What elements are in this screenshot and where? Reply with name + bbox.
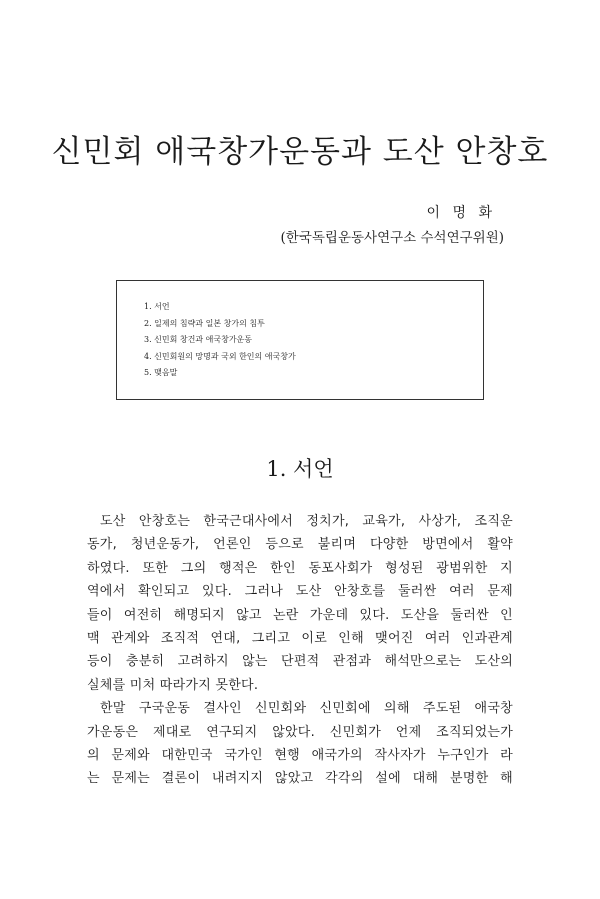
toc-list <box>144 299 296 382</box>
toc-item: 1. 서언 <box>144 302 170 311</box>
text-line: 하였다. 또한 그의 행적은 한인 동포사회가 형성된 광범위한 지 <box>87 560 513 576</box>
author-affiliation: (한국독립운동사연구소 수석연구위원) <box>280 230 504 246</box>
text-line: 동가, 청년운동가, 언론인 등으로 불리며 다양한 방면에서 활약 <box>87 537 513 553</box>
author-name: 이 명 화 <box>426 205 496 221</box>
text-line: 는 문제는 결론이 내려지지 않았고 각각의 설에 대해 분명한 해 <box>87 771 513 787</box>
text-line: 역에서 확인되고 있다. 그러나 도산 안창호를 둘러싼 여러 문제 <box>87 584 513 600</box>
toc-item: 5. 맺음말 <box>144 368 178 377</box>
body-text <box>87 510 513 791</box>
paragraph <box>87 510 513 697</box>
text-line: 의 문제와 대한민국 국가인 현행 애국가의 작사자가 누구인가 라 <box>87 747 513 763</box>
toc-item: 3. 신민회 창건과 애국창가운동 <box>144 335 252 344</box>
toc-item: 2. 일제의 침략과 일본 창가의 침투 <box>144 318 265 328</box>
page-title: 신민회 애국창가운동과 도산 안창호 <box>51 134 549 170</box>
text-line: 들이 여전히 해명되지 않고 논란 가운데 있다. 도산을 둘러싼 인 <box>87 607 513 623</box>
table-of-contents <box>116 280 484 400</box>
toc-item: 4. 신민회원의 망명과 국외 한인의 애국창가 <box>144 351 296 361</box>
section-heading: 1. 서언 <box>266 457 334 481</box>
text-line: 가운동은 제대로 연구되지 않았다. 신민회가 언제 조직되었는가 <box>87 724 513 740</box>
text-line: 맥 관계와 조직적 연대, 그리고 이로 인해 맺어진 여러 인과관계 <box>87 630 513 646</box>
text-line: 도산 안창호는 한국근대사에서 정치가, 교육가, 사상가, 조직운 <box>100 514 513 529</box>
text-line: 한말 구국운동 결사인 신민회와 신민회에 의해 주도된 애국창 <box>100 701 513 717</box>
text-line: 실체를 미처 따라가지 못한다. <box>87 677 259 693</box>
paragraph <box>87 697 513 791</box>
text-line: 등이 충분히 고려하지 않는 단편적 관점과 해석만으로는 도산의 <box>87 654 513 670</box>
